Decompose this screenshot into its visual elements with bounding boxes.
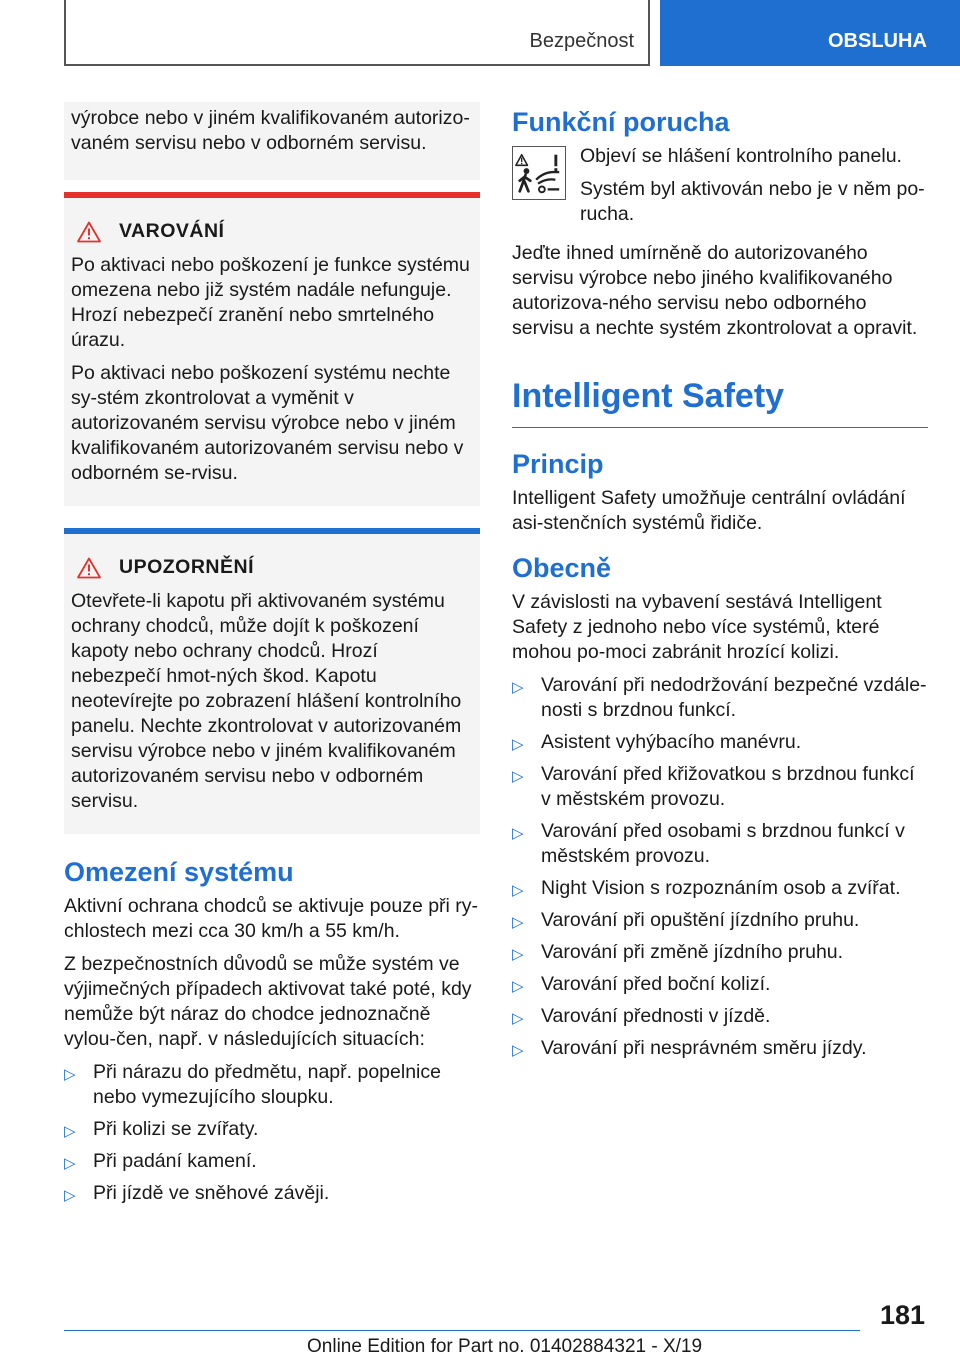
malfunction-message-row — [512, 144, 928, 235]
bullet-triangle-icon: ▷ — [64, 1123, 76, 1140]
list-item: ▷ Při nárazu do předmětu, např. popelnice nebo vymezujícího sloupku. — [64, 1061, 441, 1108]
bullet-triangle-icon: ▷ — [512, 946, 524, 963]
bullet-triangle-icon: ▷ — [512, 882, 524, 899]
list-item: ▷ Při jízdě ve sněhové závěji. — [64, 1181, 480, 1206]
intelligent-safety-title: Intelligent Safety — [512, 375, 928, 428]
list-item: ▷ Při padání kamení. — [64, 1149, 480, 1174]
footer-rule — [64, 1330, 860, 1331]
bullet-triangle-icon: ▷ — [64, 1066, 76, 1083]
notice-title: UPOZORNĚNÍ — [119, 556, 255, 578]
system-limits-paragraph-2: Z bezpečnostních důvodů se může systém ve výjimečných případech aktivovat také poté, kdy nemůže být náraz do chodce jednoznačně vylou‐čen, např. v následujících situacích: — [64, 953, 472, 1050]
system-limits-list — [64, 1060, 480, 1206]
header-chapter-tab — [660, 0, 960, 66]
system-limits-heading: Omezení systému — [64, 857, 294, 887]
continued-note-text: výrobce nebo v jiném kvalifikovaném autorizo‐vaném servisu nebo v odborném servisu. — [71, 107, 470, 154]
warning-paragraph-2: Po aktivaci nebo poškození systému nechte sy‐stém zkontrolovat a vyměnit v autorizovaném servisu výrobce nebo v jiném kvalifikovaném autorizovaném servisu nebo v odborném se‐rvisu. — [71, 362, 464, 484]
general-paragraph: V závislosti na vybavení sestává Intelligent Safety z jednoho nebo více systémů, které mohou po‐moci zabránit hrozící kolizi. — [512, 591, 882, 663]
principle-paragraph: Intelligent Safety umožňuje centrální ovládání asi‐stenčních systémů řidiče. — [512, 487, 906, 534]
list-item: ▷ Varování přednosti v jízdě. — [512, 1004, 928, 1029]
intelligent-safety-systems-list — [512, 673, 928, 1061]
bullet-triangle-icon: ▷ — [512, 768, 524, 785]
bullet-triangle-icon: ▷ — [512, 1042, 524, 1059]
list-item: ▷ Night Vision s rozpoznáním osob a zvířat. — [512, 876, 928, 901]
bullet-triangle-icon: ▷ — [512, 1010, 524, 1027]
right-column — [512, 102, 928, 1068]
left-column — [64, 102, 480, 1213]
malfunction-message-text — [580, 144, 928, 235]
bullet-triangle-icon: ▷ — [64, 1155, 76, 1172]
header-section-title: Bezpečnost — [529, 30, 634, 52]
notice-title-row — [71, 556, 473, 579]
warning-box — [64, 192, 480, 506]
footer-edition: Online Edition for Part no. 01402884321 - X/19 — [307, 1336, 703, 1357]
warning-title-row — [71, 220, 473, 243]
bullet-triangle-icon: ▷ — [512, 679, 524, 696]
list-item: ▷ Při kolizi se zvířaty. — [64, 1117, 480, 1142]
pedestrian-protection-warning-icon — [512, 146, 566, 200]
list-item: ▷ Varování při změně jízdního pruhu. — [512, 940, 928, 965]
bullet-triangle-icon: ▷ — [512, 825, 524, 842]
notice-triangle-icon — [77, 557, 101, 579]
list-item: ▷ Varování při nesprávném směru jízdy. — [512, 1036, 928, 1061]
bullet-triangle-icon: ▷ — [64, 1187, 76, 1204]
header-frame — [64, 0, 650, 66]
header-chapter-label: OBSLUHA — [828, 30, 927, 52]
list-item: ▷ Varování při opuštění jízdního pruhu. — [512, 908, 928, 933]
page-number: 181 — [880, 1300, 926, 1330]
list-item: ▷ Varování při nedodržování bezpečné vzdále‐nosti s brzdnou funkcí. — [512, 674, 927, 721]
malfunction-paragraph: Jeďte ihned umírněně do autorizovaného servisu výrobce nebo jiného kvalifikovaného autorizova‐ného servisu nebo odborného servisu a nechte systém zkontrolovat a opravit. — [512, 242, 918, 339]
malfunction-heading: Funkční porucha — [512, 107, 730, 137]
list-item: ▷ Asistent vyhýbacího manévru. — [512, 730, 928, 755]
warning-paragraph-1: Po aktivaci nebo poškození je funkce systému omezena nebo již systém nadále nefunguje. Hrozí nebezpečí zranění nebo smrtelného úrazu. — [71, 254, 470, 351]
malfunction-line-1: Objeví se hlášení kontrolního panelu. — [580, 145, 902, 167]
continued-note-box — [64, 102, 480, 180]
warning-triangle-icon — [77, 221, 101, 243]
bullet-triangle-icon: ▷ — [512, 978, 524, 995]
list-item: ▷ Varování před boční kolizí. — [512, 972, 928, 997]
general-heading: Obecně — [512, 553, 612, 583]
system-limits-paragraph-1: Aktivní ochrana chodců se aktivuje pouze při ry‐chlostech mezi cca 30 km/h a 55 km/h. — [64, 895, 479, 942]
notice-paragraph: Otevřete-li kapotu při aktivovaném systému ochrany chodců, může dojít k poškození kapoty nebo ochrany chodců. Hrozí nebezpečí hmot‐ných škod. Kapotu neotevírejte po zobrazení hlášení kontrolního panelu. Nechte zkontrolovat v autorizovaném servisu výrobce nebo v jiném kvalifikovaném autorizovaném servisu nebo v odborném servisu. — [71, 590, 462, 812]
principle-heading: Princip — [512, 449, 604, 479]
list-item: ▷ Varování před osobami s brzdnou funkcí v městském provozu. — [512, 820, 905, 867]
list-item: ▷ Varování před křižovatkou s brzdnou funkcí v městském provozu. — [512, 763, 915, 810]
notice-box — [64, 528, 480, 834]
bullet-triangle-icon: ▷ — [512, 914, 524, 931]
bullet-triangle-icon: ▷ — [512, 736, 524, 753]
malfunction-line-2: Systém byl aktivován nebo je v něm po‐rucha. — [580, 178, 925, 225]
warning-title: VAROVÁNÍ — [119, 220, 225, 242]
